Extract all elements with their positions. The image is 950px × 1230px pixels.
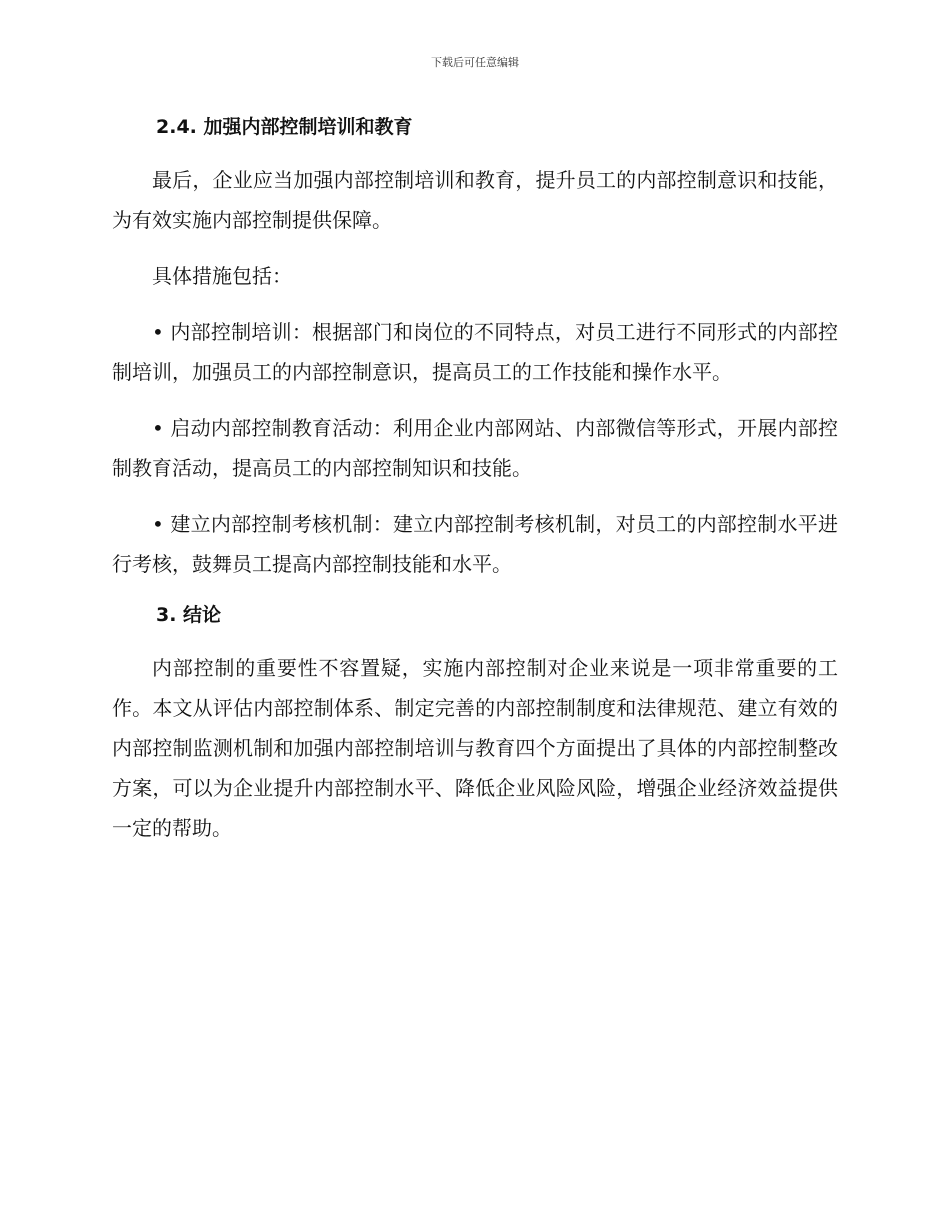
paragraph-measures-lead: 具体措施包括： [152, 264, 292, 288]
section-heading-2-4: 2.4. 加强内部控制培训和教育 [156, 116, 413, 138]
bullet-item: • 内部控制培训：根据部门和岗位的不同特点，对员工进行不同形式的内部控制培训，加强员工的内部控制意识，提高员工的工作技能和操作水平。 [112, 320, 838, 384]
section-heading-3: 3. 结论 [156, 604, 222, 626]
bullet-item: • 启动内部控制教育活动：利用企业内部网站、内部微信等形式，开展内部控制教育活动，提高员工的内部控制知识和技能。 [112, 416, 838, 480]
paragraph-intro: 最后，企业应当加强内部控制培训和教育，提升员工的内部控制意识和技能，为有效实施内部控制提供保障。 [112, 168, 838, 232]
bullet-item: • 建立内部控制考核机制：建立内部控制考核机制，对员工的内部控制水平进行考核，鼓舞员工提高内部控制技能和水平。 [112, 512, 838, 576]
paragraph-conclusion: 内部控制的重要性不容置疑，实施内部控制对企业来说是一项非常重要的工作。本文从评估内部控制体系、制定完善的内部控制制度和法律规范、建立有效的内部控制监测机制和加强内部控制培训与教育四个方面提出了具体的内部控制整改方案，可以为企业提升内部控制水平、降低企业风险风险，增强企业经济效益提供一定的帮助。 [112, 656, 838, 840]
document-body [112, 112, 838, 864]
page-header: 下载后可任意编辑 [431, 56, 519, 69]
